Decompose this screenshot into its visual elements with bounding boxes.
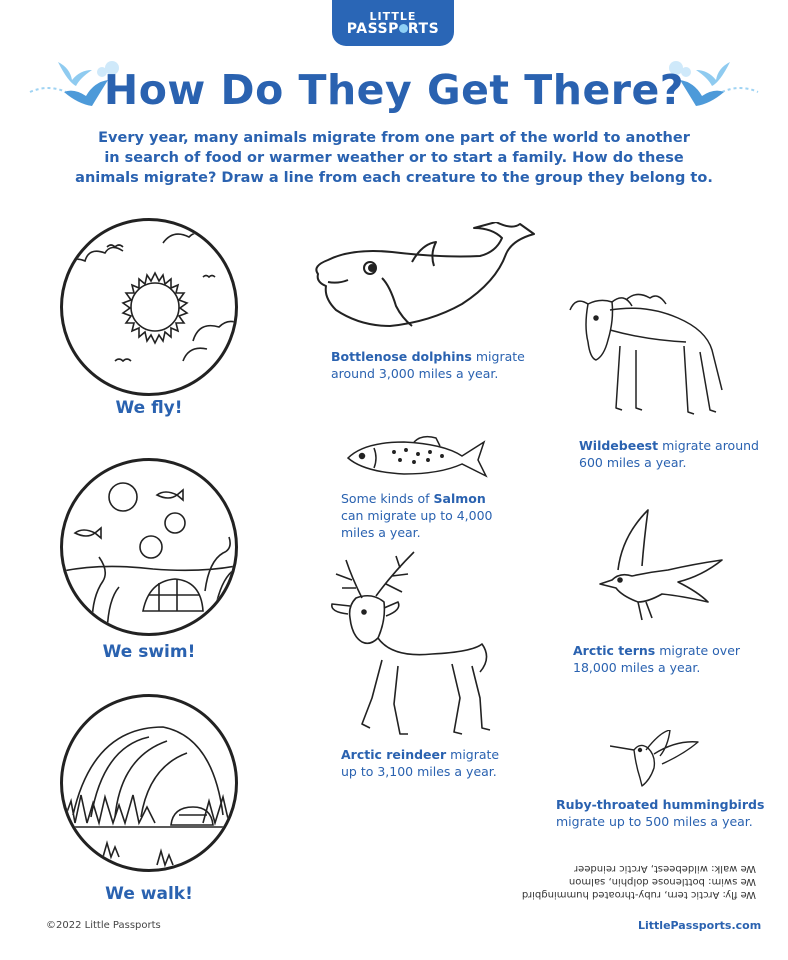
intro-text: Every year, many animals migrate from one part of the world to another in search of food or warmer weather or to start a family. How do these animals migrate? Draw a line from each creature to the group they belong to. xyxy=(75,130,713,186)
swim-group-label: We swim! xyxy=(102,642,196,662)
hummingbird-icon xyxy=(610,730,702,790)
tern-caption: Arctic terns migrate over 18,000 miles a year. xyxy=(573,643,741,675)
reindeer-caption: Arctic reindeer migrate up to 3,100 miles a year. xyxy=(341,747,500,779)
copyright: ©2022 Little Passports xyxy=(46,920,161,931)
wildebeest-icon xyxy=(566,290,726,430)
salmon-caption: Some kinds of Salmon can migrate up to 4,000 miles a year. xyxy=(341,491,493,540)
globe-icon xyxy=(399,24,408,33)
reindeer-icon xyxy=(322,548,494,742)
walk-group-label: We walk! xyxy=(105,884,193,904)
logo-line-2: PASSP RTS xyxy=(346,20,440,37)
logo-line-1: LITTLE xyxy=(369,9,417,23)
little-passports-logo xyxy=(332,0,454,46)
mountain-grass-icon xyxy=(63,697,238,872)
hummingbird-caption: Ruby-throated hummingbirds migrate up to 500 miles a year. xyxy=(556,797,765,829)
page-title: How Do They Get There? xyxy=(103,66,685,114)
answer-key: We fly: Arctic tern, ruby-throated hummingbird We swim: bottlenose dolphin, salmon We walk: wildebeest, Arctic reindeer xyxy=(521,863,756,900)
swim-group-circle xyxy=(60,458,238,636)
wildebeest-caption: Wildebeest migrate around 600 miles a year. xyxy=(579,438,759,470)
dolphin-icon xyxy=(312,222,536,338)
ocean-scene-icon xyxy=(63,461,238,636)
walk-group-circle xyxy=(60,694,238,872)
fly-group-label: We fly! xyxy=(115,398,183,418)
sun-clouds-icon xyxy=(63,221,238,396)
arctic-tern-icon xyxy=(598,506,726,634)
salmon-icon xyxy=(344,432,490,482)
fly-group-circle xyxy=(60,218,238,396)
website-link[interactable]: LittlePassports.com xyxy=(638,919,762,932)
dolphin-caption: Bottlenose dolphins migrate around 3,000 miles a year. xyxy=(331,349,525,381)
